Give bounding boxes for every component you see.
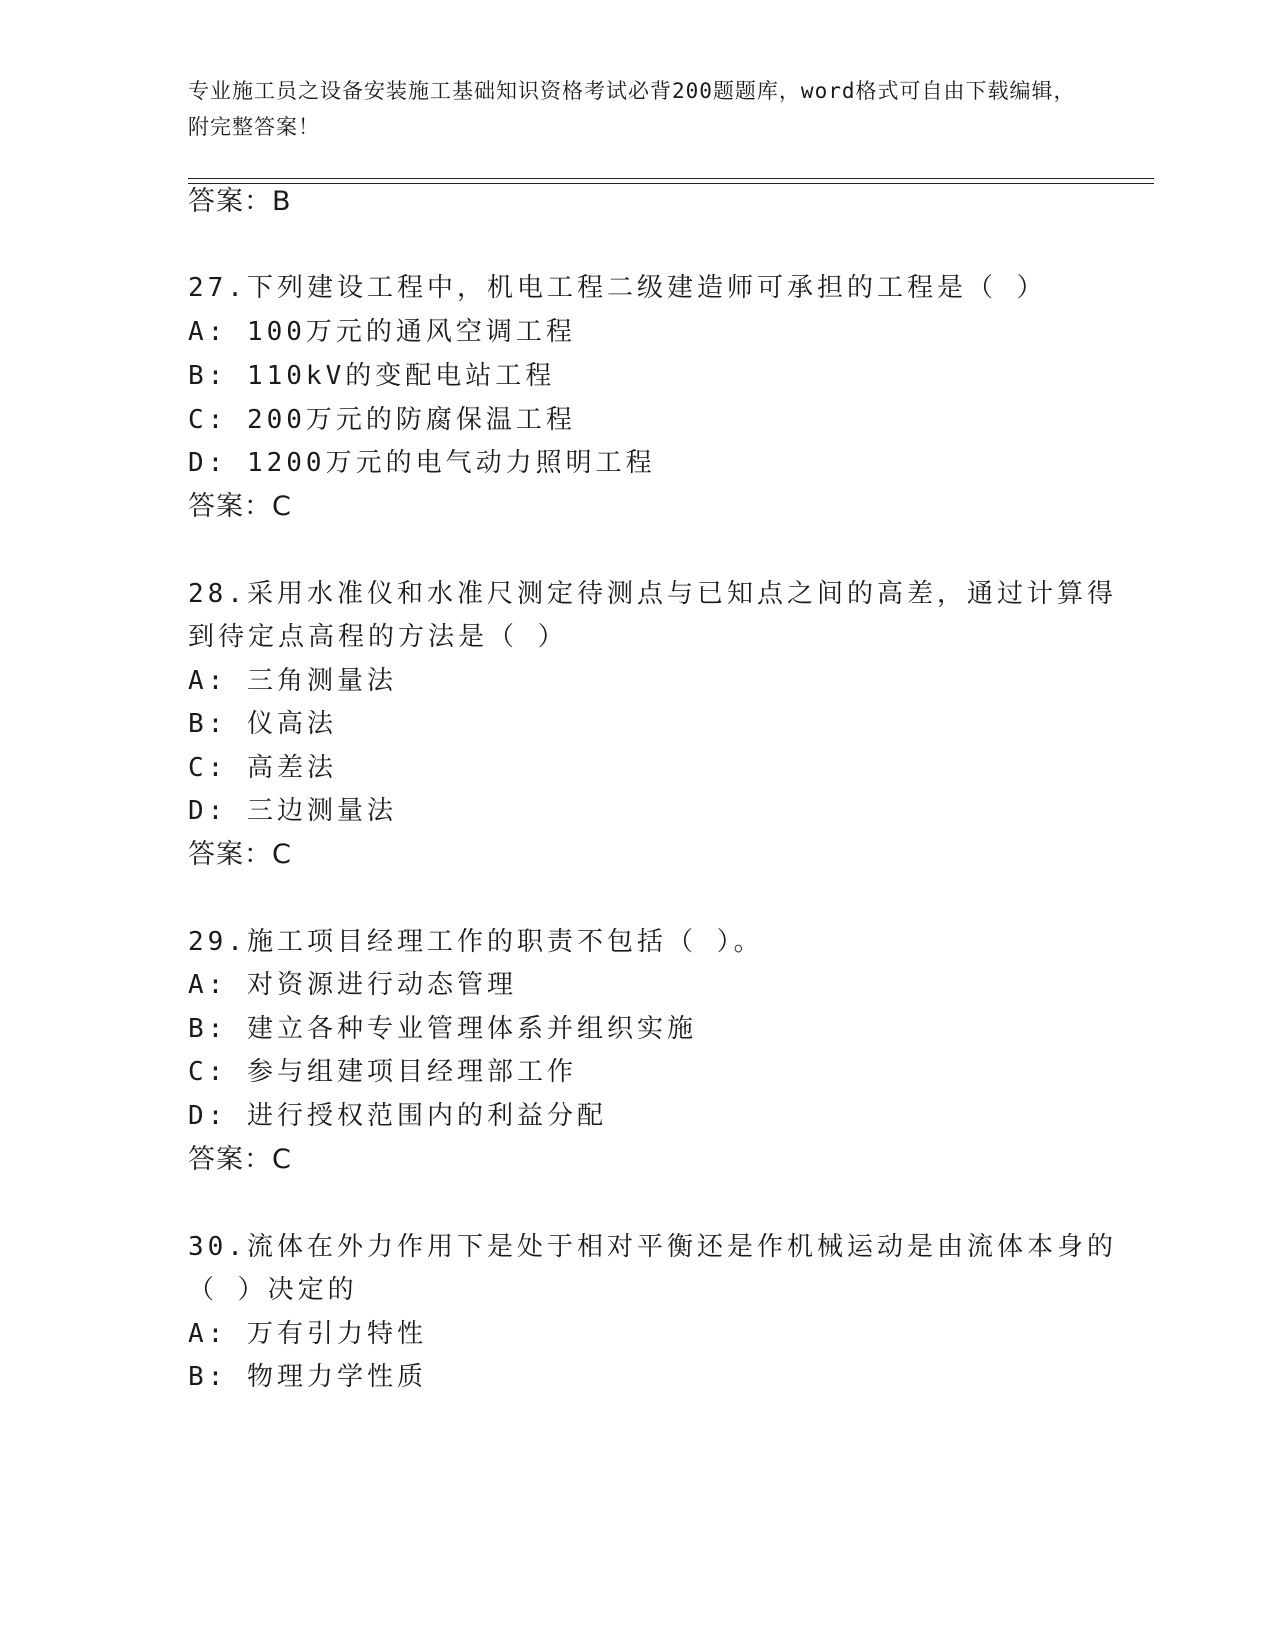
question-stem-line-1: 28.采用水准仪和水准尺测定待测点与已知点之间的高差，通过计算得 xyxy=(188,579,1117,609)
question-stem-line-2: 到待定点高程的方法是（ ） xyxy=(188,622,568,652)
question-stem-line-1: 30.流体在外力作用下是处于相对平衡还是作机械运动是由流体本身的 xyxy=(188,1232,1117,1262)
option-b: B: 110kV的变配电站工程 xyxy=(188,361,556,391)
header-divider-bottom xyxy=(188,183,1154,184)
question-stem-line-2: （ ）决定的 xyxy=(188,1275,358,1305)
question-stem: 29.施工项目经理工作的职责不包括（ ）。 xyxy=(188,927,764,957)
header-divider-top xyxy=(188,178,1154,179)
answer-26: 答案：B xyxy=(188,186,292,217)
option-a: A: 100万元的通风空调工程 xyxy=(188,317,576,347)
answer-27: 答案：C xyxy=(188,491,292,522)
option-b: B: 建立各种专业管理体系并组织实施 xyxy=(188,1014,697,1044)
option-c: C: 参与组建项目经理部工作 xyxy=(188,1057,577,1087)
option-a: A: 对资源进行动态管理 xyxy=(188,970,517,1000)
option-b: B: 仪高法 xyxy=(188,709,337,739)
document-header: 专业施工员之设备安装施工基础知识资格考试必背200题题库，word格式可自由下载编辑，附完整答案！ xyxy=(188,79,1076,139)
question-stem: 27.下列建设工程中，机电工程二级建造师可承担的工程是（ ） xyxy=(188,273,1047,303)
option-d: D: 进行授权范围内的利益分配 xyxy=(188,1101,607,1131)
option-c: C: 200万元的防腐保温工程 xyxy=(188,405,576,435)
option-c: C: 高差法 xyxy=(188,753,337,783)
option-a: A: 万有引力特性 xyxy=(188,1319,427,1349)
option-d: D: 三边测量法 xyxy=(188,796,397,826)
answer-29: 答案：C xyxy=(188,1144,292,1175)
option-d: D: 1200万元的电气动力照明工程 xyxy=(188,448,656,478)
option-b: B: 物理力学性质 xyxy=(188,1362,427,1392)
option-a: A: 三角测量法 xyxy=(188,666,397,696)
answer-28: 答案：C xyxy=(188,839,292,870)
